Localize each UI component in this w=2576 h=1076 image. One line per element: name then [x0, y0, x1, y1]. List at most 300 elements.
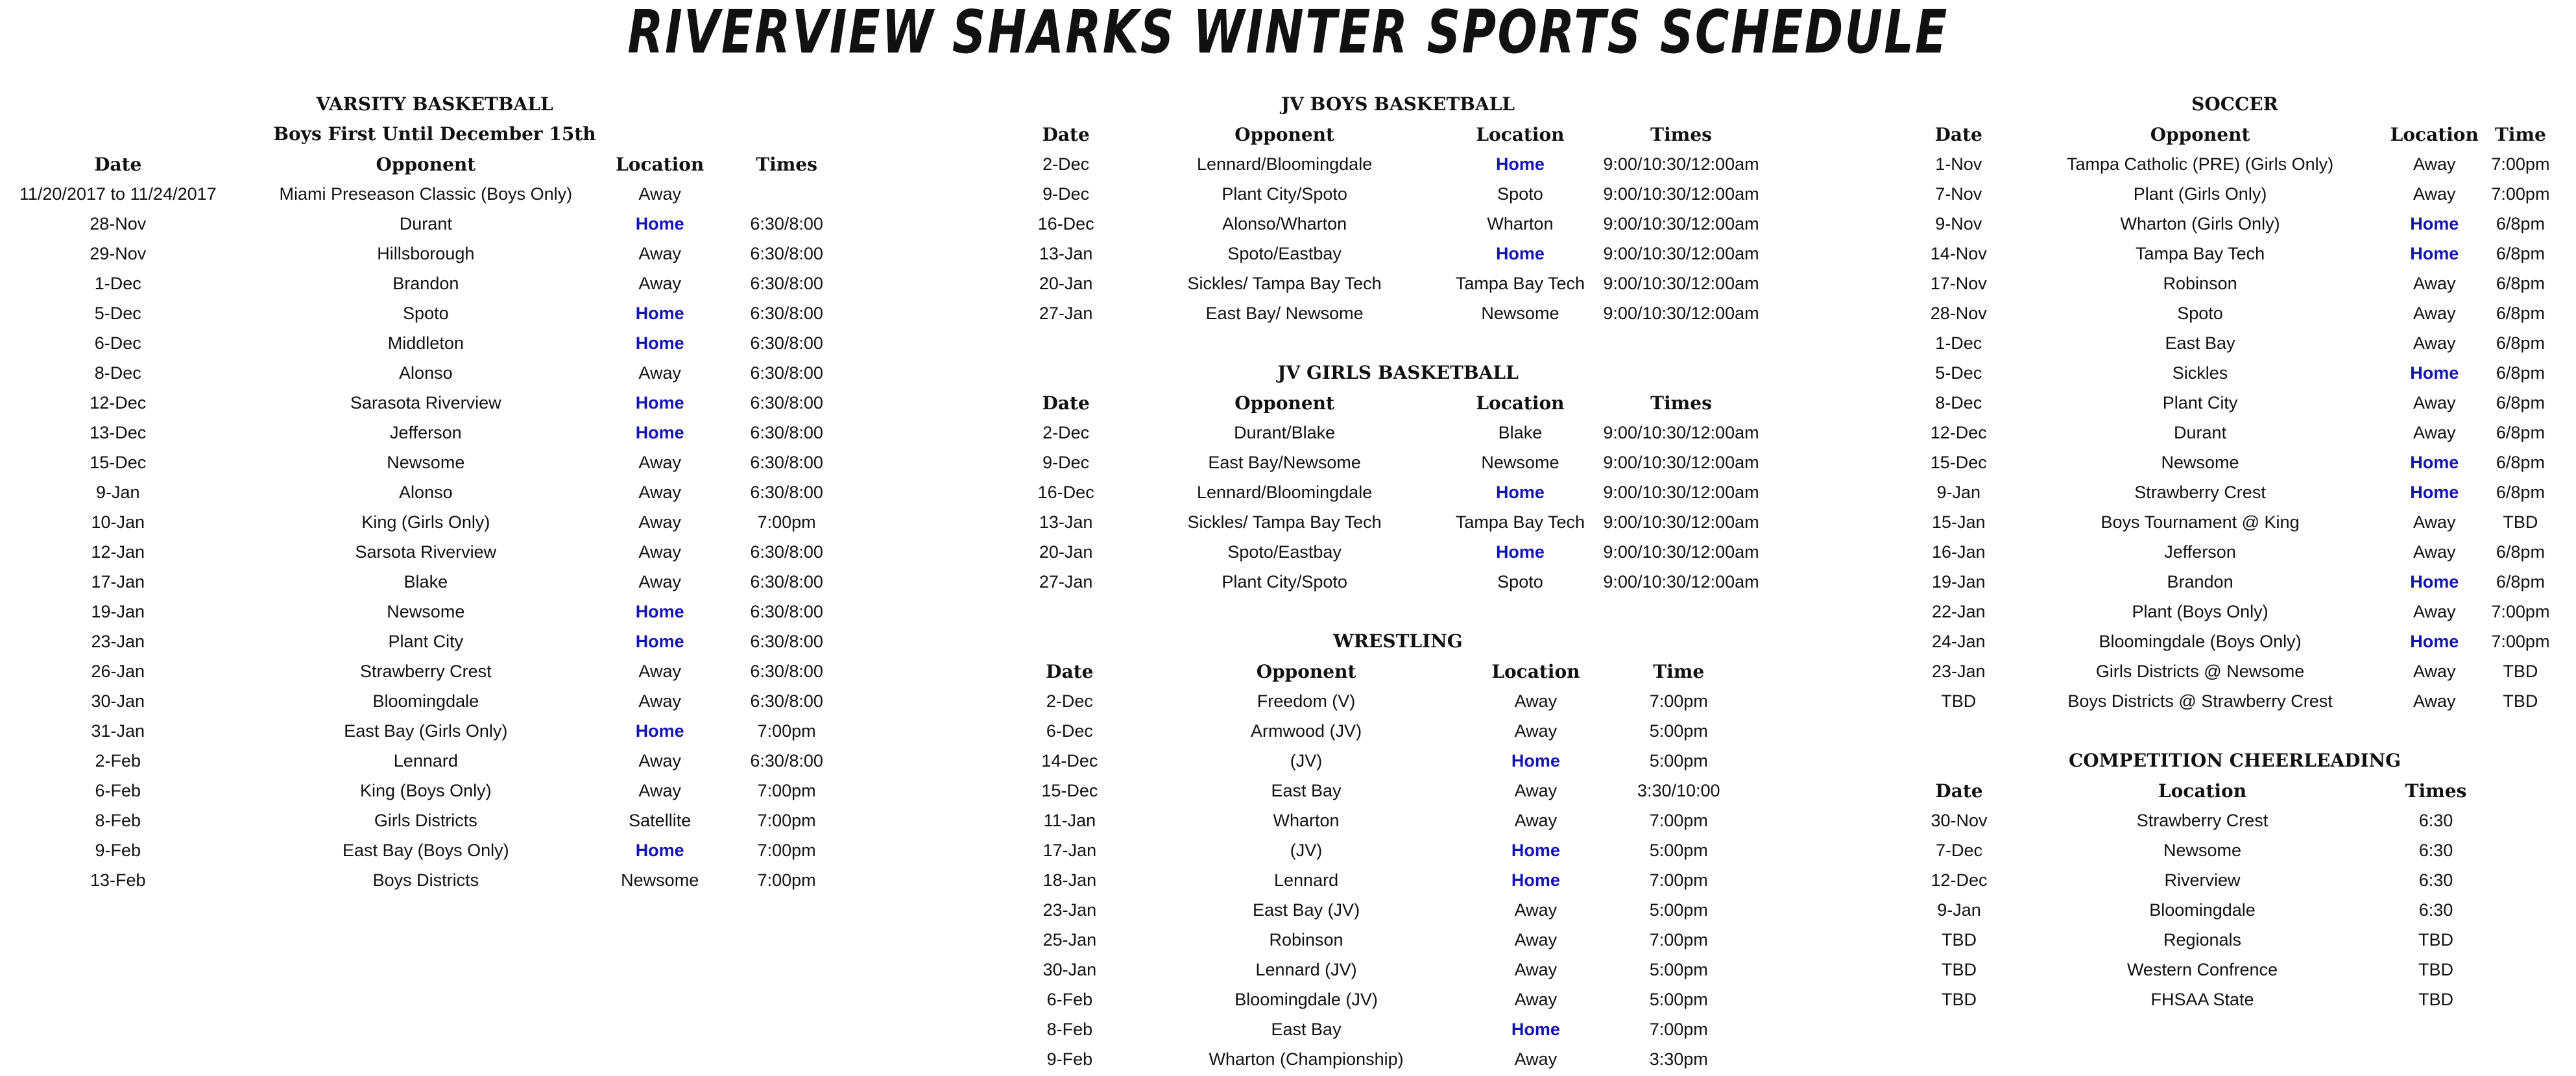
time-cell: 9:00/10:30/12:00am [1603, 422, 1759, 442]
date-cell: 23-Jan [1931, 661, 1986, 681]
table-row [1907, 477, 2562, 507]
time-cell: 5:00pm [1649, 900, 1708, 920]
location-cell: Away [1514, 900, 1558, 920]
opponent-cell: Wharton (Championship) [1209, 1049, 1404, 1069]
time-cell: 6:30/8:00 [750, 392, 823, 412]
time-cell: 6:30/8:00 [750, 363, 823, 383]
time-cell: 9:00/10:30/12:00am [1603, 512, 1759, 532]
time-cell [704, 179, 869, 209]
time-cell: 5:00pm [1649, 750, 1708, 771]
table-header-row [0, 149, 869, 179]
time-cell: 7:00pm [757, 512, 816, 532]
date-cell: 12-Dec [90, 392, 147, 412]
location-cell: Away [2413, 542, 2456, 562]
time-cell: 6/8pm [2496, 303, 2545, 323]
date-cell: 17-Nov [1930, 273, 1987, 293]
table-row [0, 328, 869, 358]
column-header: Location [1476, 123, 1565, 145]
jv-boys-basketball-table [1018, 119, 1777, 328]
soccer-table [1907, 119, 2562, 716]
time-cell: TBD [2503, 661, 2538, 681]
opponent-cell: East Bay [1271, 1019, 1342, 1039]
time-cell: 5:00pm [1649, 840, 1708, 860]
column-header: Location [2390, 123, 2479, 145]
table-row [0, 746, 869, 776]
time-cell: 6/8pm [2496, 482, 2545, 502]
opponent-cell: Boys Districts [372, 870, 479, 890]
opponent-cell: Plant (Boys Only) [2132, 601, 2269, 621]
time-cell: 9:00/10:30/12:00am [1603, 154, 1759, 174]
time-cell: 5:00pm [1649, 959, 1708, 979]
location-cell: Regionals [2163, 929, 2242, 950]
date-cell: 16-Dec [1037, 213, 1094, 233]
opponent-cell: (JV) [1290, 840, 1323, 860]
opponent-cell: Sickles/ Tampa Bay Tech [1187, 512, 1382, 532]
jv-girls-basketball-table [1018, 388, 1777, 597]
date-cell: 12-Dec [1931, 870, 1988, 890]
table-row [1907, 925, 2478, 955]
opponent-cell: Sickles [2172, 363, 2228, 383]
table-row [0, 507, 869, 537]
table-row [1907, 597, 2562, 627]
location-cell: Home [2410, 631, 2459, 651]
date-cell: 13-Jan [1039, 512, 1093, 532]
opponent-cell: Spoto/Eastbay [1227, 542, 1342, 562]
time-cell: 7:00pm [1649, 810, 1708, 830]
location-cell: Riverview [2164, 870, 2241, 890]
date-cell: 17-Jan [1042, 840, 1097, 860]
table-row [1018, 776, 1777, 806]
date-cell: 27-Jan [1039, 571, 1093, 592]
opponent-cell: Newsome [2161, 452, 2239, 472]
time-cell: 5:00pm [1649, 989, 1708, 1009]
date-cell: 6-Feb [1046, 989, 1093, 1009]
column-header: Date [1042, 392, 1090, 414]
column-header: Location [616, 153, 704, 175]
location-cell: Away [2413, 422, 2456, 442]
date-cell: 25-Jan [1042, 929, 1097, 950]
opponent-cell: Newsome [387, 452, 465, 472]
location-cell: Home [2410, 243, 2459, 263]
time-cell: 9:00/10:30/12:00am [1603, 303, 1759, 323]
opponent-cell: East Bay (Girls Only) [344, 721, 508, 741]
location-cell: Away [638, 661, 681, 681]
table-row [1018, 269, 1777, 298]
location-cell: Tampa Bay Tech [1455, 512, 1585, 532]
date-cell: 17-Jan [91, 571, 145, 592]
table-row [0, 358, 869, 388]
table-row [1018, 865, 1777, 895]
table-row [1018, 925, 1777, 955]
opponent-cell: Plant City [388, 631, 464, 651]
location-cell: Away [2413, 303, 2456, 323]
location-cell: Away [638, 512, 681, 532]
table-row [1018, 1044, 1777, 1074]
location-cell: Home [635, 392, 684, 412]
column-header: Opponent [1256, 660, 1356, 682]
table-row [1018, 746, 1777, 776]
table-row [0, 477, 869, 507]
location-cell: Home [2410, 213, 2459, 233]
location-cell: Home [1511, 870, 1560, 890]
location-cell: Newsome [2163, 840, 2242, 860]
competition-cheerleading-title: COMPETITION CHEERLEADING [2069, 750, 2401, 771]
date-cell: 12-Jan [91, 542, 145, 562]
time-cell: 6:30 [2418, 810, 2453, 830]
location-cell: Newsome [1481, 452, 1559, 472]
location-cell: Strawberry Crest [2136, 810, 2269, 830]
location-cell: Away [638, 363, 681, 383]
table-row [1907, 448, 2562, 477]
opponent-cell: Strawberry Crest [360, 661, 492, 681]
date-cell: 9-Jan [1937, 900, 1981, 920]
location-cell: Satellite [629, 810, 692, 830]
time-cell: 7:00pm [757, 810, 816, 830]
location-cell: Wharton [1487, 213, 1554, 233]
time-cell: 6:30/8:00 [750, 333, 823, 353]
time-cell: 5:00pm [1649, 721, 1708, 741]
date-cell: 8-Feb [95, 810, 141, 830]
date-cell: 26-Jan [91, 661, 145, 681]
date-cell: 30-Nov [1931, 810, 1988, 830]
soccer-title: SOCCER [2191, 93, 2278, 115]
time-cell: 6:30 [2418, 840, 2453, 860]
location-cell: Home [1511, 840, 1560, 860]
date-cell: 2-Feb [95, 750, 141, 771]
date-cell: 9-Jan [1936, 482, 1980, 502]
table-row [1018, 835, 1777, 865]
time-cell: 6/8pm [2496, 363, 2545, 383]
date-cell: 13-Dec [90, 422, 147, 442]
location-cell: Blake [1498, 422, 1543, 442]
wrestling-table [1018, 656, 1777, 1074]
location-cell: Away [2413, 661, 2456, 681]
time-cell: 6/8pm [2496, 392, 2545, 412]
time-cell: 9:00/10:30/12:00am [1603, 213, 1759, 233]
table-row [1018, 716, 1777, 746]
opponent-cell: Plant City/Spoto [1222, 571, 1347, 592]
opponent-cell: King (Girls Only) [361, 512, 490, 532]
table-row [0, 448, 869, 477]
time-cell: 9:00/10:30/12:00am [1603, 542, 1759, 562]
table-row [0, 239, 869, 269]
opponent-cell: East Bay/Newsome [1208, 452, 1361, 472]
table-row [1018, 179, 1777, 209]
date-cell: 24-Jan [1931, 631, 1986, 651]
column-header: Opponent [1234, 123, 1334, 145]
table-row [1907, 627, 2562, 656]
opponent-cell: East Bay/ Newsome [1205, 303, 1364, 323]
date-cell: 31-Jan [91, 721, 145, 741]
table-row [1907, 239, 2562, 269]
table-row [1907, 507, 2562, 537]
date-cell: 27-Jan [1039, 303, 1093, 323]
time-cell: 7:00pm [757, 780, 816, 800]
time-cell: 6:30/8:00 [750, 213, 823, 233]
time-cell: 9:00/10:30/12:00am [1603, 243, 1759, 263]
table-row [1907, 298, 2562, 328]
location-cell: Newsome [621, 870, 699, 890]
table-row [1907, 537, 2562, 567]
opponent-cell: King (Boys Only) [360, 780, 492, 800]
table-row [1907, 835, 2478, 865]
varsity-basketball-section [0, 90, 869, 895]
location-cell: Home [1495, 542, 1545, 562]
date-cell: 13-Feb [90, 870, 146, 890]
opponent-cell: Wharton (Girls Only) [2120, 213, 2280, 233]
location-cell: Western Confrence [2126, 959, 2278, 979]
location-cell: Away [638, 273, 681, 293]
date-cell: 11/20/2017 to 11/24/2017 [19, 184, 217, 204]
date-cell: 9-Nov [1935, 213, 1982, 233]
date-cell: 6-Feb [95, 780, 141, 800]
time-cell: 7:00pm [2491, 154, 2550, 174]
time-cell: TBD [2418, 929, 2453, 950]
table-row [1018, 567, 1777, 597]
table-row [0, 835, 869, 865]
table-row [1018, 537, 1777, 567]
date-cell: TBD [1942, 929, 1977, 950]
date-cell: 2-Dec [1042, 154, 1090, 174]
table-row [1907, 865, 2478, 895]
date-cell: 19-Jan [91, 601, 145, 621]
date-cell: 12-Dec [1930, 422, 1987, 442]
date-cell: 23-Jan [91, 631, 145, 651]
opponent-cell: Alonso [399, 363, 453, 383]
opponent-cell: Plant City [2162, 392, 2238, 412]
table-row [0, 865, 869, 895]
table-row [0, 656, 869, 686]
table-row [1018, 209, 1777, 239]
column-header: Opponent [2150, 123, 2250, 145]
location-cell: Away [2413, 273, 2456, 293]
opponent-cell: Bloomingdale (JV) [1234, 989, 1378, 1009]
time-cell: 6:30/8:00 [750, 661, 823, 681]
time-cell: 6:30/8:00 [750, 631, 823, 651]
column-header: Time [2494, 123, 2546, 145]
location-cell: Away [638, 571, 681, 592]
date-cell: 8-Feb [1046, 1019, 1093, 1039]
opponent-cell: East Bay [2165, 333, 2235, 353]
table-row [0, 179, 869, 209]
time-cell: 7:00pm [757, 840, 816, 860]
date-cell: 1-Nov [1935, 154, 1982, 174]
date-cell: 18-Jan [1042, 870, 1097, 890]
location-cell: FHSAA State [2150, 989, 2254, 1009]
opponent-cell: Freedom (V) [1257, 691, 1356, 711]
location-cell: Away [638, 691, 681, 711]
table-row [1018, 239, 1777, 269]
opponent-cell: Boys Districts @ Strawberry Crest [2067, 691, 2333, 711]
opponent-cell: Brandon [392, 273, 459, 293]
time-cell: 7:00pm [757, 870, 816, 890]
date-cell: 5-Dec [1935, 363, 1982, 383]
location-cell: Home [2410, 363, 2459, 383]
table-row [1018, 149, 1777, 179]
location-cell: Home [635, 422, 684, 442]
location-cell: Home [635, 631, 684, 651]
time-cell: 6/8pm [2496, 542, 2545, 562]
time-cell: 6:30 [2418, 870, 2453, 890]
date-cell: 7-Nov [1935, 184, 1982, 204]
date-cell: 6-Dec [94, 333, 141, 353]
page-title: RIVERVIEW SHARKS WINTER SPORTS SCHEDULE [627, 0, 1949, 67]
table-row [1018, 1014, 1777, 1044]
column-header: Date [1042, 123, 1090, 145]
opponent-cell: Brandon [2167, 571, 2233, 592]
date-cell: 20-Jan [1039, 273, 1093, 293]
time-cell: 7:00pm [1649, 691, 1708, 711]
opponent-cell: East Bay (Boys Only) [343, 840, 509, 860]
table-row [1907, 567, 2562, 597]
location-cell: Home [635, 721, 684, 741]
time-cell: TBD [2503, 512, 2538, 532]
table-row [1907, 209, 2562, 239]
time-cell: 9:00/10:30/12:00am [1603, 452, 1759, 472]
date-cell: 28-Nov [1930, 303, 1987, 323]
location-cell: Home [2410, 482, 2459, 502]
location-cell: Away [2413, 691, 2456, 711]
table-row [0, 567, 869, 597]
time-cell: 6:30/8:00 [750, 303, 823, 323]
column-header: Location [1491, 660, 1580, 682]
competition-cheerleading-section [1907, 746, 2562, 1014]
opponent-cell: Spoto [2177, 303, 2223, 323]
opponent-cell: Lennard/Bloomingdale [1197, 154, 1373, 174]
date-cell: 23-Jan [1042, 900, 1097, 920]
opponent-cell: East Bay (JV) [1253, 900, 1360, 920]
table-row [1907, 269, 2562, 298]
table-row [0, 776, 869, 806]
table-row [0, 298, 869, 328]
opponent-cell: Robinson [2163, 273, 2237, 293]
location-cell: Away [1514, 959, 1558, 979]
table-row [1018, 448, 1777, 477]
table-row [1018, 985, 1777, 1014]
table-row [0, 269, 869, 298]
location-cell: Away [1514, 1049, 1558, 1069]
jv-boys-basketball-section [1018, 90, 1777, 328]
table-row [1907, 985, 2478, 1014]
table-row [1018, 477, 1777, 507]
opponent-cell: Lennard [1274, 870, 1339, 890]
opponent-cell: Bloomingdale (Boys Only) [2099, 631, 2302, 651]
date-cell: 2-Dec [1046, 691, 1093, 711]
location-cell: Home [2410, 452, 2459, 472]
time-cell: 9:00/10:30/12:00am [1603, 482, 1759, 502]
date-cell: 8-Dec [1935, 392, 1982, 412]
time-cell: 6:30 [2418, 900, 2453, 920]
opponent-cell: Newsome [387, 601, 465, 621]
table-row [0, 418, 869, 448]
date-cell: 11-Jan [1043, 810, 1096, 830]
location-cell: Bloomingdale [2149, 900, 2256, 920]
opponent-cell: Sickles/ Tampa Bay Tech [1187, 273, 1382, 293]
opponent-cell: Bloomingdale [372, 691, 479, 711]
table-row [1907, 358, 2562, 388]
opponent-cell: Sarsota Riverview [355, 542, 497, 562]
competition-cheerleading-table [1907, 776, 2478, 1014]
time-cell: 6:30/8:00 [750, 482, 823, 502]
table-row [1018, 895, 1777, 925]
table-header-row [1907, 119, 2562, 149]
time-cell: 7:00pm [757, 721, 816, 741]
opponent-cell: Lennard [393, 750, 458, 771]
time-cell: 6:30/8:00 [750, 601, 823, 621]
opponent-cell: East Bay [1271, 780, 1342, 800]
opponent-cell: Jefferson [390, 422, 462, 442]
jv-boys-basketball-title: JV BOYS BASKETBALL [1281, 93, 1515, 115]
table-row [0, 537, 869, 567]
opponent-cell: Wharton [1273, 810, 1340, 830]
date-cell: 28-Nov [90, 213, 147, 233]
opponent-cell: Spoto/Eastbay [1227, 243, 1342, 263]
time-cell: 7:00pm [2491, 184, 2550, 204]
table-row [1018, 418, 1777, 448]
location-cell: Home [1511, 750, 1560, 771]
opponent-cell: Alonso [399, 482, 453, 502]
jv-girls-basketball-section [1018, 358, 1777, 597]
table-header-row [1907, 776, 2478, 806]
wrestling-section [1018, 627, 1777, 1074]
column-header: Times [2405, 780, 2467, 802]
opponent-cell: Spoto [403, 303, 449, 323]
location-cell: Away [2413, 512, 2456, 532]
column-header: Location [2158, 780, 2247, 802]
table-row [0, 627, 869, 656]
table-row [1907, 656, 2562, 686]
opponent-cell: Armwood (JV) [1251, 721, 1362, 741]
column-header: Location [1476, 392, 1565, 414]
location-cell: Away [1514, 721, 1558, 741]
column-header: Date [1934, 123, 1982, 145]
opponent-cell: Hillsborough [377, 243, 475, 263]
location-cell: Away [1514, 810, 1558, 830]
date-cell: TBD [1942, 989, 1977, 1009]
location-cell: Away [2413, 392, 2456, 412]
date-cell: 7-Dec [1935, 840, 1983, 860]
location-cell: Away [2413, 184, 2456, 204]
location-cell: Away [638, 750, 681, 771]
column-header: Date [1046, 660, 1094, 682]
date-cell: 16-Jan [1931, 542, 1986, 562]
time-cell: 3:30/10:00 [1637, 780, 1720, 800]
opponent-cell: Tampa Catholic (PRE) (Girls Only) [2067, 154, 2334, 174]
location-cell: Away [1514, 989, 1558, 1009]
location-cell: Away [2413, 601, 2456, 621]
location-cell: Away [638, 542, 681, 562]
time-cell: 6:30/8:00 [750, 243, 823, 263]
opponent-cell: Jefferson [2164, 542, 2236, 562]
time-cell: TBD [2503, 691, 2538, 711]
time-cell: 6/8pm [2496, 452, 2545, 472]
table-row [0, 686, 869, 716]
time-cell: 6/8pm [2496, 273, 2545, 293]
soccer-section [1907, 90, 2562, 716]
table-row [1907, 895, 2478, 925]
location-cell: Spoto [1497, 184, 1543, 204]
time-cell: TBD [2418, 989, 2453, 1009]
table-row [1907, 179, 2562, 209]
opponent-cell: Robinson [1269, 929, 1343, 950]
time-cell: 6:30/8:00 [750, 273, 823, 293]
column-header: Date [1935, 780, 1983, 802]
time-cell: TBD [2418, 959, 2453, 979]
date-cell: TBD [1942, 959, 1977, 979]
date-cell: 30-Jan [1042, 959, 1097, 979]
opponent-cell: Sarasota Riverview [350, 392, 501, 412]
opponent-cell: Alonso/Wharton [1222, 213, 1347, 233]
